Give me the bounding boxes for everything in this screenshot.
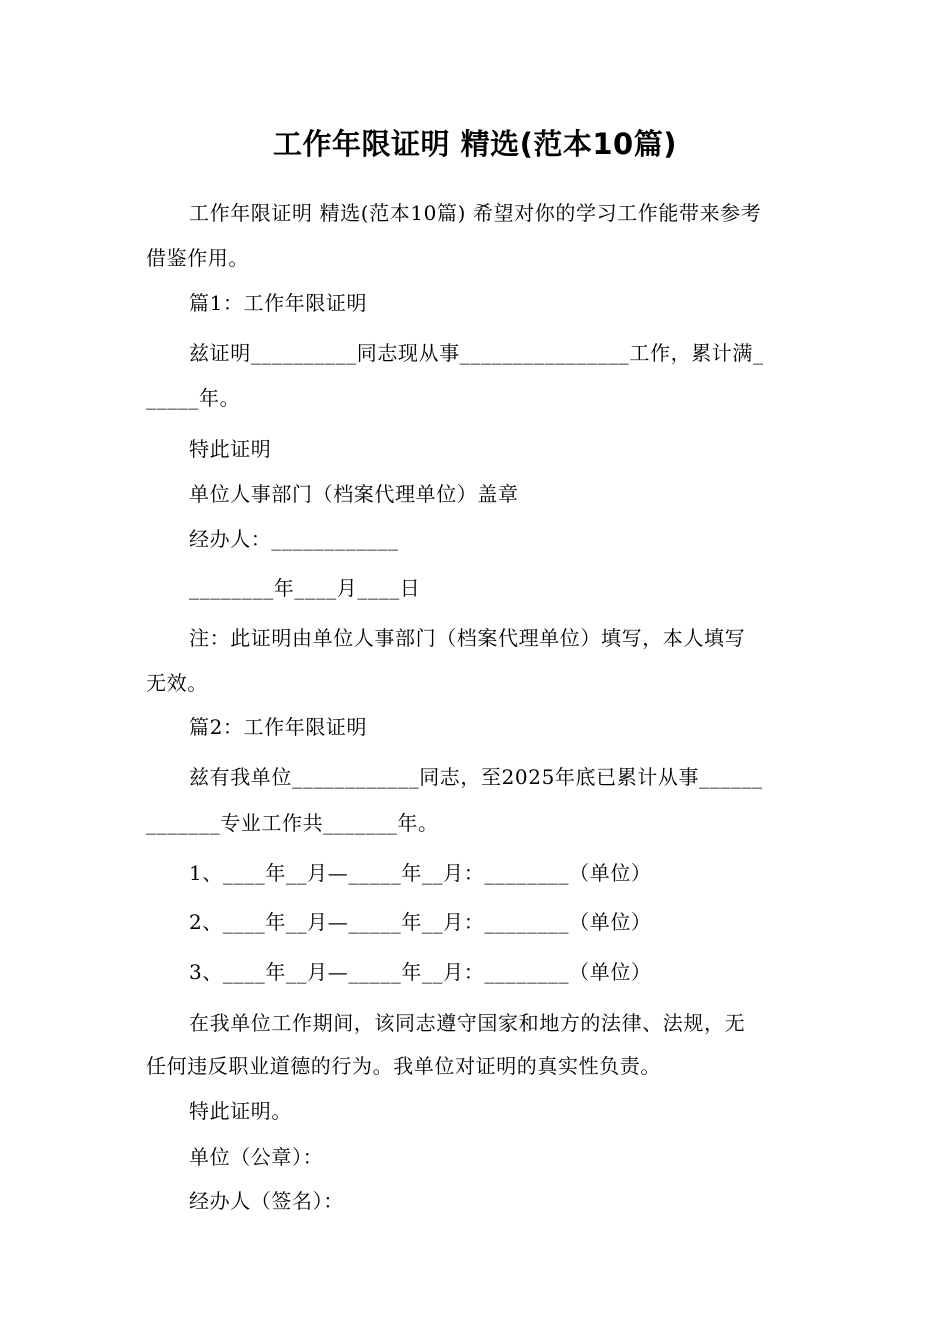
section1-heading: 篇1：工作年限证明 — [189, 291, 368, 315]
section1-note-line-2: 无效。 — [146, 671, 208, 695]
section2-item-2: 2、____年__月—_____年__月：________（单位） — [189, 910, 652, 934]
section2-certify: 特此证明。 — [189, 1099, 292, 1123]
section2-heading: 篇2：工作年限证明 — [189, 715, 368, 739]
section1-body-line-2: _____年。 — [146, 386, 241, 410]
section2-item-1: 1、____年__月—_____年__月：________（单位） — [189, 861, 652, 885]
section2-handler-sign: 经办人（签名）： — [189, 1189, 344, 1213]
section2-body-line-2: _______专业工作共_______年。 — [146, 811, 439, 835]
section1-note-line-1: 注：此证明由单位人事部门（档案代理单位）填写，本人填写 — [189, 626, 746, 650]
section1-handler: 经办人：____________ — [189, 527, 399, 551]
section2-statement-line-1: 在我单位工作期间，该同志遵守国家和地方的法律、法规，无 — [189, 1011, 746, 1035]
section2-statement-line-2: 任何违反职业道德的行为。我单位对证明的真实性负责。 — [146, 1054, 661, 1078]
intro-line-1: 工作年限证明 精选(范本10篇) 希望对你的学习工作能带来参考 — [189, 201, 762, 225]
intro-line-2: 借鉴作用。 — [146, 246, 249, 270]
section2-item-3: 3、____年__月—_____年__月：________（单位） — [189, 960, 652, 984]
section1-body-line-1: 兹证明__________同志现从事________________工作，累计满_ — [189, 341, 764, 365]
section2-unit-seal: 单位（公章）： — [189, 1145, 324, 1169]
section1-date: ________年____月____日 — [189, 576, 421, 600]
document-title: 工作年限证明 精选(范本10篇) — [273, 127, 677, 161]
section2-body-line-1: 兹有我单位____________同志，至2025年底已累计从事______ — [189, 765, 763, 789]
section1-certify: 特此证明 — [189, 437, 272, 461]
section1-seal: 单位人事部门（档案代理单位）盖章 — [189, 482, 519, 506]
